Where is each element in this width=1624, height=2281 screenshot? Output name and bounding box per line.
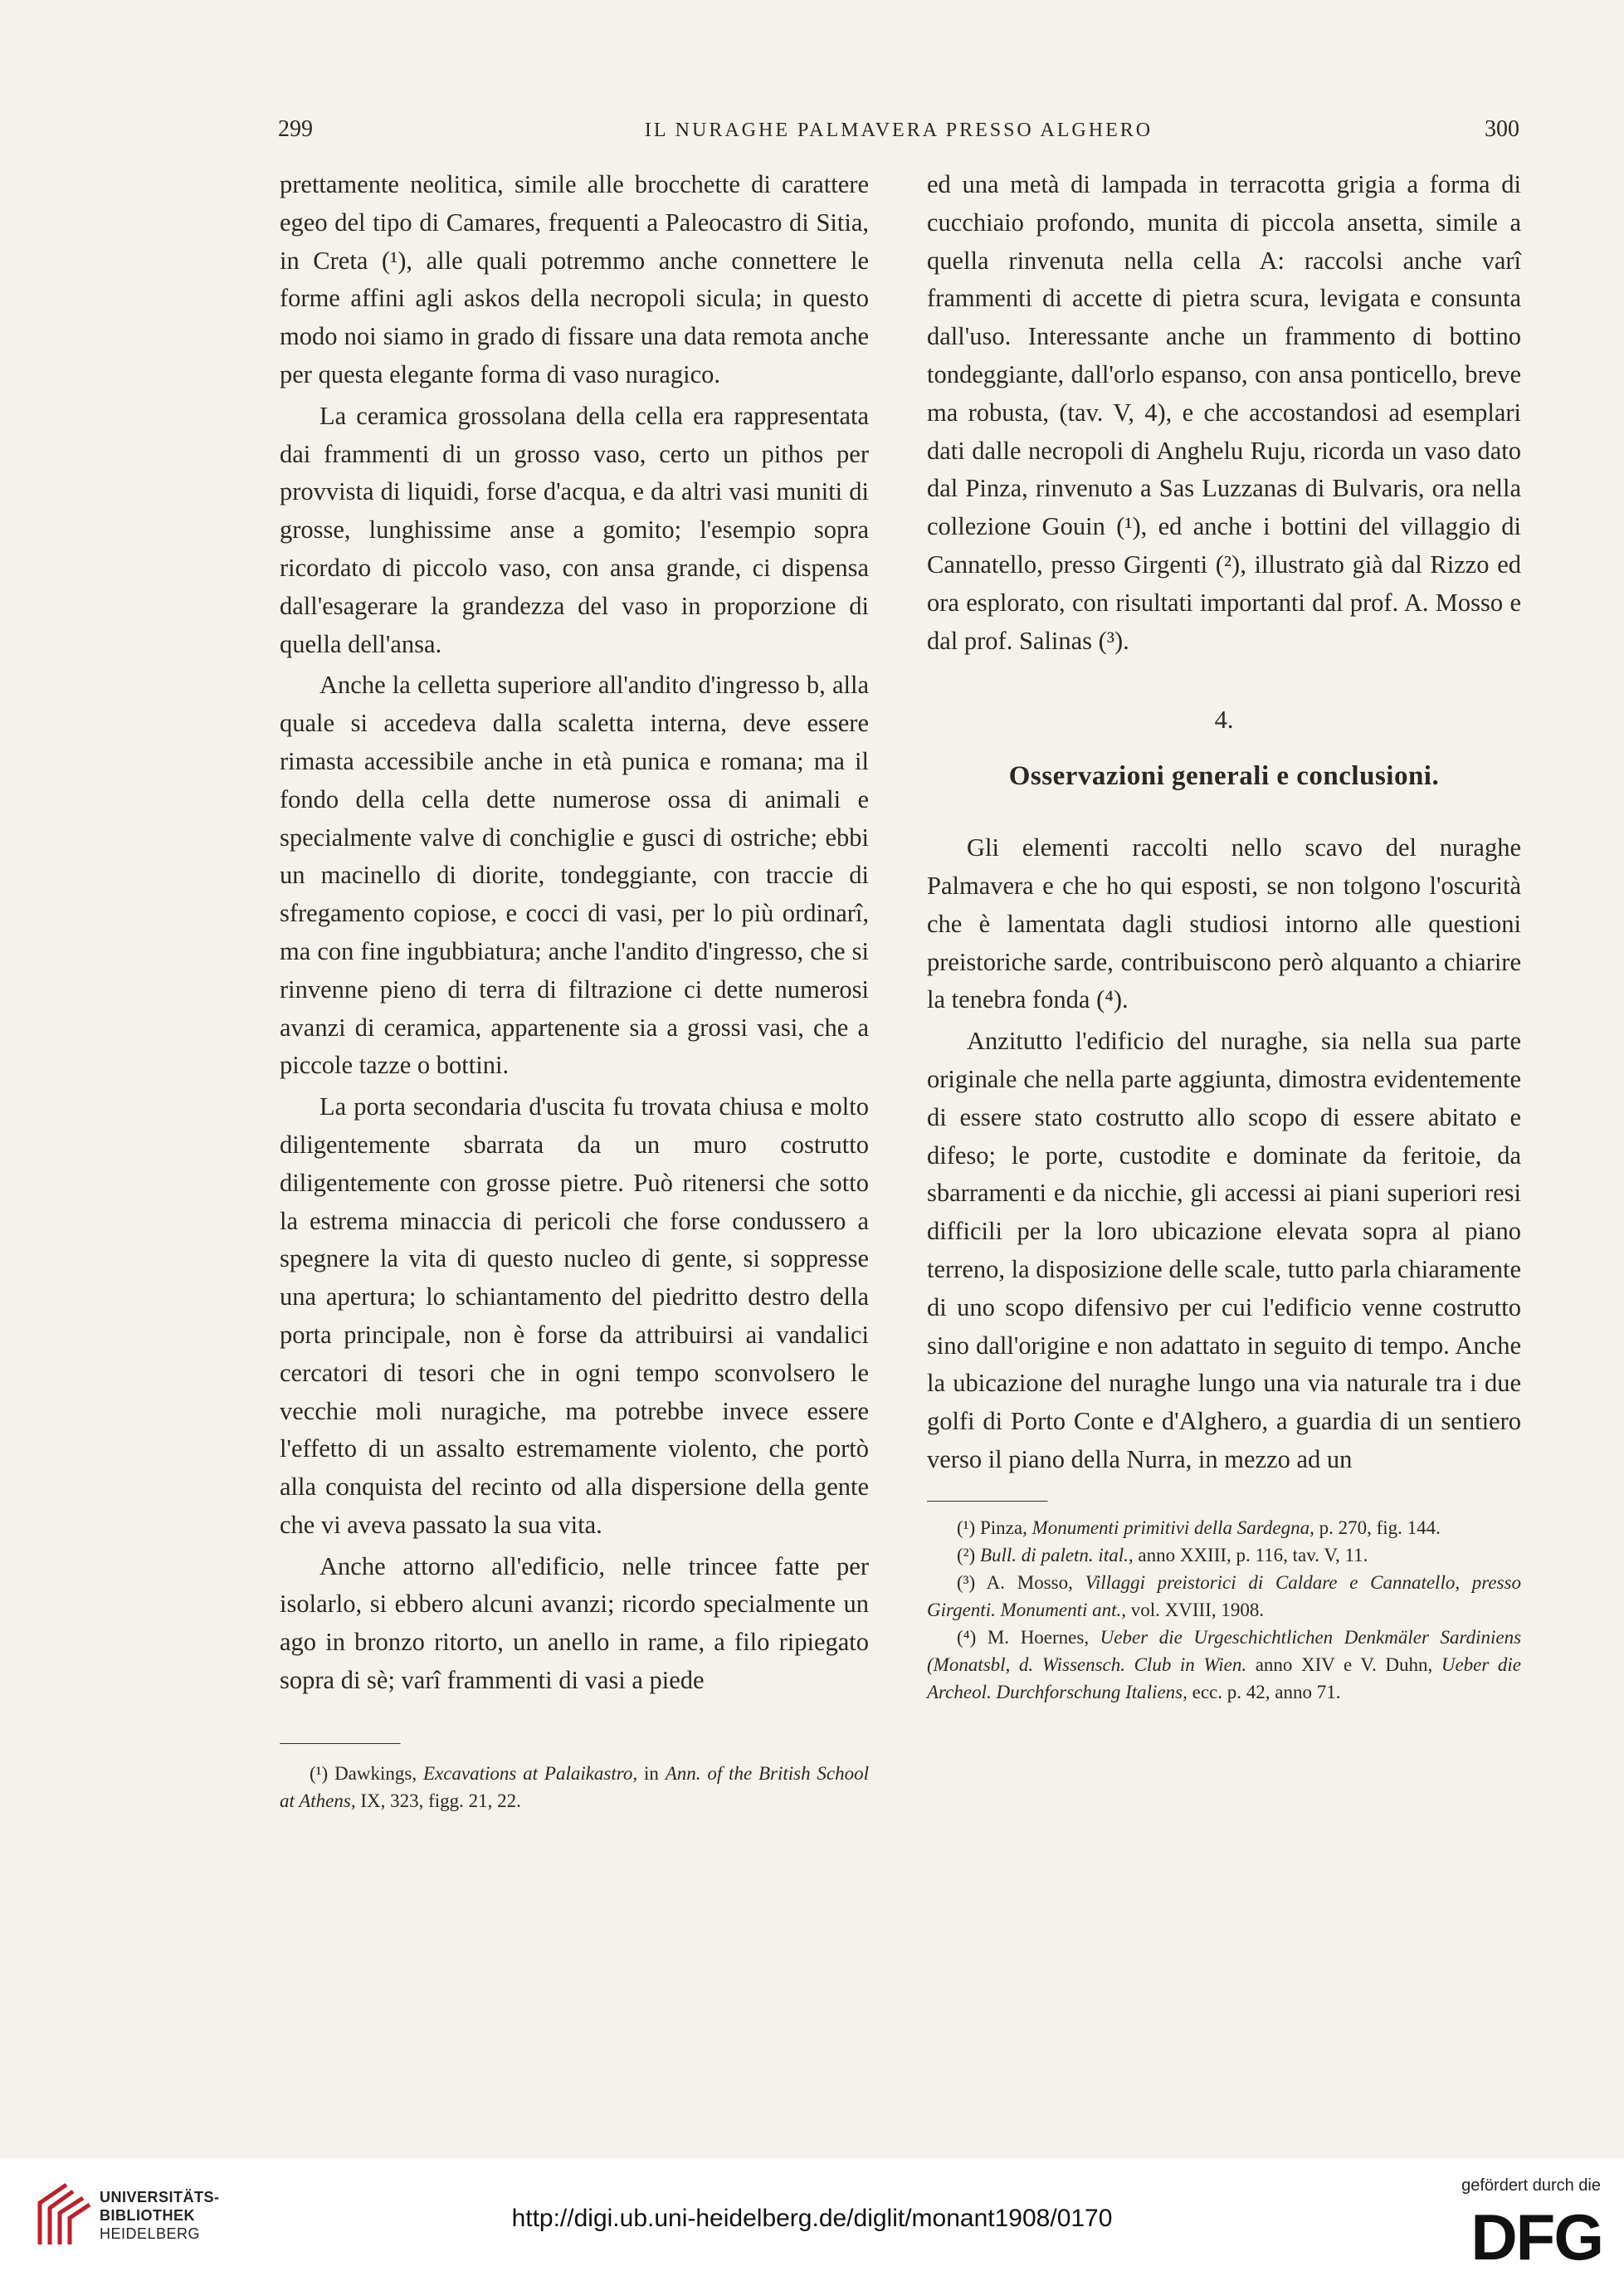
footnote-author: M. Hoernes, (987, 1626, 1090, 1648)
footnote (927, 1541, 1521, 1569)
footnote-ref: anno XIV e V. Duhn, (1255, 1653, 1433, 1675)
footnote-ref: anno XXIII, p. 116, tav. V, 11. (1138, 1544, 1368, 1565)
section-number: 4. (1214, 706, 1234, 735)
page-number-left: 299 (278, 116, 313, 142)
footnote-mark: (¹) (310, 1762, 329, 1784)
footnote-rule (280, 1743, 401, 1745)
library-line: BIBLIOTHEK (100, 2207, 195, 2224)
right-column (927, 166, 1521, 1706)
paragraph: Anche la celletta superiore all'andito d'ingresso b, alla quale si accedeva dalla scaletta interna, deve essere rimasta accessibile anche in età punica e romana; ma il fondo della cella dette numerose ossa di animali e specialmente valve di conchiglie e gusci di ostriche; ebbi un macinello di diorite, tondeggiante, con traccie di sfregamento copiose, e cocci di vasi, per lo più ordinarî, ma con fine ingubbiatura; anche l'andito d'ingresso, che si rinvenne pieno di terra di filtrazione ci dette numerosi avanzi di ceramica, appartenente sia a grossi vasi, che a piccole tazze o bottini. (280, 671, 869, 1080)
funding-label: gefördert durch die (1461, 2176, 1601, 2195)
footnote (927, 1569, 1521, 1624)
paragraph: La ceramica grossolana della cella era rappresentata dai frammenti di un grosso vaso, certo un pithos per provvista di liquidi, forse d'acqua, e da altri vasi muniti di grosse, lunghissime anse a gomito; l'esempio sopra ricordato di piccolo vaso, con ansa grande, ci dispensa dall'esagerare la grandezza del vaso in proporzione di quella dell'ansa. (280, 401, 869, 658)
footnote-ref: ecc. p. 42, anno 71. (1192, 1681, 1341, 1702)
footnotes-left (280, 1760, 869, 1815)
footnote (927, 1624, 1521, 1706)
footnote-title: Monumenti primitivi della Sardegna, (1031, 1517, 1314, 1538)
footnote-author: Pinza, (979, 1517, 1027, 1538)
section-title: Osservazioni generali e conclusioni. (1008, 761, 1440, 792)
paragraph: Anche attorno all'edificio, nelle trincee fatte per isolarlo, si ebbero alcuni avanzi; ricordo specialmente un ago in bronzo ritorto, un anello in rame, a filo ripiegato sopra di sè; varî frammenti di vasi a piede (280, 1551, 869, 1695)
paragraph: prettamente neolitica, simile alle brocchette di carattere egeo del tipo di Camares, frequenti a Paleocastro di Sitia, in Creta (¹), alle quali potremmo anche connettere le forme affini agli askos della necropoli sicula; in questo modo noi siamo in grado di fissare una data remota anche per questa elegante forma di vaso nuragico. (280, 170, 869, 388)
footnote-mark: (³) (957, 1571, 976, 1593)
footnote-title: Villaggi preistorici di Caldare e Cannatello, presso Girgenti. Monumenti ant., (927, 1571, 1522, 1620)
footnote-ref: p. 270, fig. 144. (1319, 1517, 1441, 1538)
footnote-journal: Ann. of the British School at Athens, (280, 1762, 870, 1811)
footnote (927, 1514, 1521, 1541)
paragraph: ed una metà di lampada in terracotta grigia a forma di cucchiaio profondo, munita di piccola ansetta, simile a quella rinvenuta nella cella A: raccolsi anche varî frammenti di accette di pietra scura, levigata e consunta dall'uso. Interessante anche un frammento di bottino tondeggiante, dall'orlo espanso, con ansa ponticello, breve ma robusta, (tav. V, 4), e che accostandosi ad esemplari dati dalle necropoli di Anghelu Ruju, ricorda un vaso dato dal Pinza, rinvenuto a Sas Luzzanas di Bulvaris, ora nella collezione Gouin (¹), ed anche i bottini del villaggio di Cannatello, presso Girgenti (²), illustrato già dal Rizzo ed ora esplorato, con risultati importanti dal prof. A. Mosso e dal prof. Salinas (³). (927, 170, 1521, 655)
footnote-mark: (⁴) (957, 1626, 977, 1648)
footnote-in: in (643, 1762, 659, 1784)
left-column (280, 166, 869, 1815)
footnote-title: Excavations at Palaikastro, (422, 1762, 638, 1784)
footnote-ref: vol. XVIII, 1908. (1130, 1599, 1265, 1620)
footnote-title: Ueber die Urgeschichtlichen Denkmäler Sardiniens (Monatsbl, d. Wissensch. Club in Wien. (927, 1626, 1522, 1675)
footnote-title: Ueber die Archeol. Durchforschung Italiens, (927, 1653, 1522, 1702)
footnote-author: A. Mosso, (986, 1571, 1073, 1593)
paragraph: La porta secondaria d'uscita fu trovata chiusa e molto diligentemente sbarrata da un muro costrutto diligentemente con grosse pietre. Può ritenersi che sotto la estrema minaccia di pericoli che forse condussero a spegnere la vita di questo nucleo di gente, si soppresse una apertura; lo schiantamento del piedritto destro della porta principale, non è forse da attribuirsi ai vandalici cercatori di tesori che in ogni tempo sconvolsero le vecchie moli nuragiche, ma potrebbe invece essere l'effetto di un assalto estremamente violento, che portò alla conquista del recinto od alla dispersione della gente che vi aveva passato la sua vita. (280, 1092, 869, 1539)
dfg-logo: DFG (1470, 2200, 1602, 2274)
footnote (280, 1760, 869, 1815)
page-number-right: 300 (1485, 116, 1519, 142)
source-url-link[interactable]: http://digi.ub.uni-heidelberg.de/diglit/monant1908/0170 (511, 2205, 1113, 2232)
library-line: HEIDELBERG (100, 2225, 201, 2242)
footnote-mark: (²) (957, 1544, 976, 1565)
paragraph: Anzitutto l'edificio del nuraghe, sia nella sua parte originale che nella parte aggiunta, dimostra evidentemente di essere stato costrutto allo scopo di essere abitato e difeso; le porte, custodite e dominate da feritoie, da sbarramenti e da nicchie, gli accessi ai piani superiori resi difficili per la loro ubicazione elevata sopra al piano terreno, la disposizione delle scale, tutto parla chiaramente di uno scopo difensivo per cui l'edificio venne costrutto sino dall'origine e non adattato in seguito di tempo. Anche la ubicazione del nuraghe lungo una via naturale tra i due golfi di Porto Conte e d'Alghero, a guardia di un sentiero verso il piano della Nurra, in mezzo ad un (927, 1027, 1521, 1473)
footnote-mark: (¹) (957, 1517, 976, 1538)
digitization-footer (0, 2158, 1624, 2281)
library-line: UNIVERSITÄTS- (100, 2189, 220, 2205)
footnote-rule (927, 1501, 1048, 1502)
footnote-title: Bull. di paletn. ital., (979, 1544, 1134, 1565)
running-title: IL NURAGHE PALMAVERA PRESSO ALGHERO (644, 120, 1153, 141)
running-header (278, 116, 1519, 149)
paragraph: Gli elementi raccolti nello scavo del nuraghe Palmavera e che ho qui esposti, se non tolgono l'oscurità che è lamentata dagli studiosi intorno alle questioni preistoriche sarde, contribuiscono però alquanto a chiarire la tenebra fonda (⁴). (927, 833, 1521, 1014)
footnote-ref: IX, 323, figg. 21, 22. (360, 1790, 521, 1811)
footnotes-right (927, 1514, 1521, 1706)
footnote-author: Dawkings, (334, 1762, 417, 1784)
